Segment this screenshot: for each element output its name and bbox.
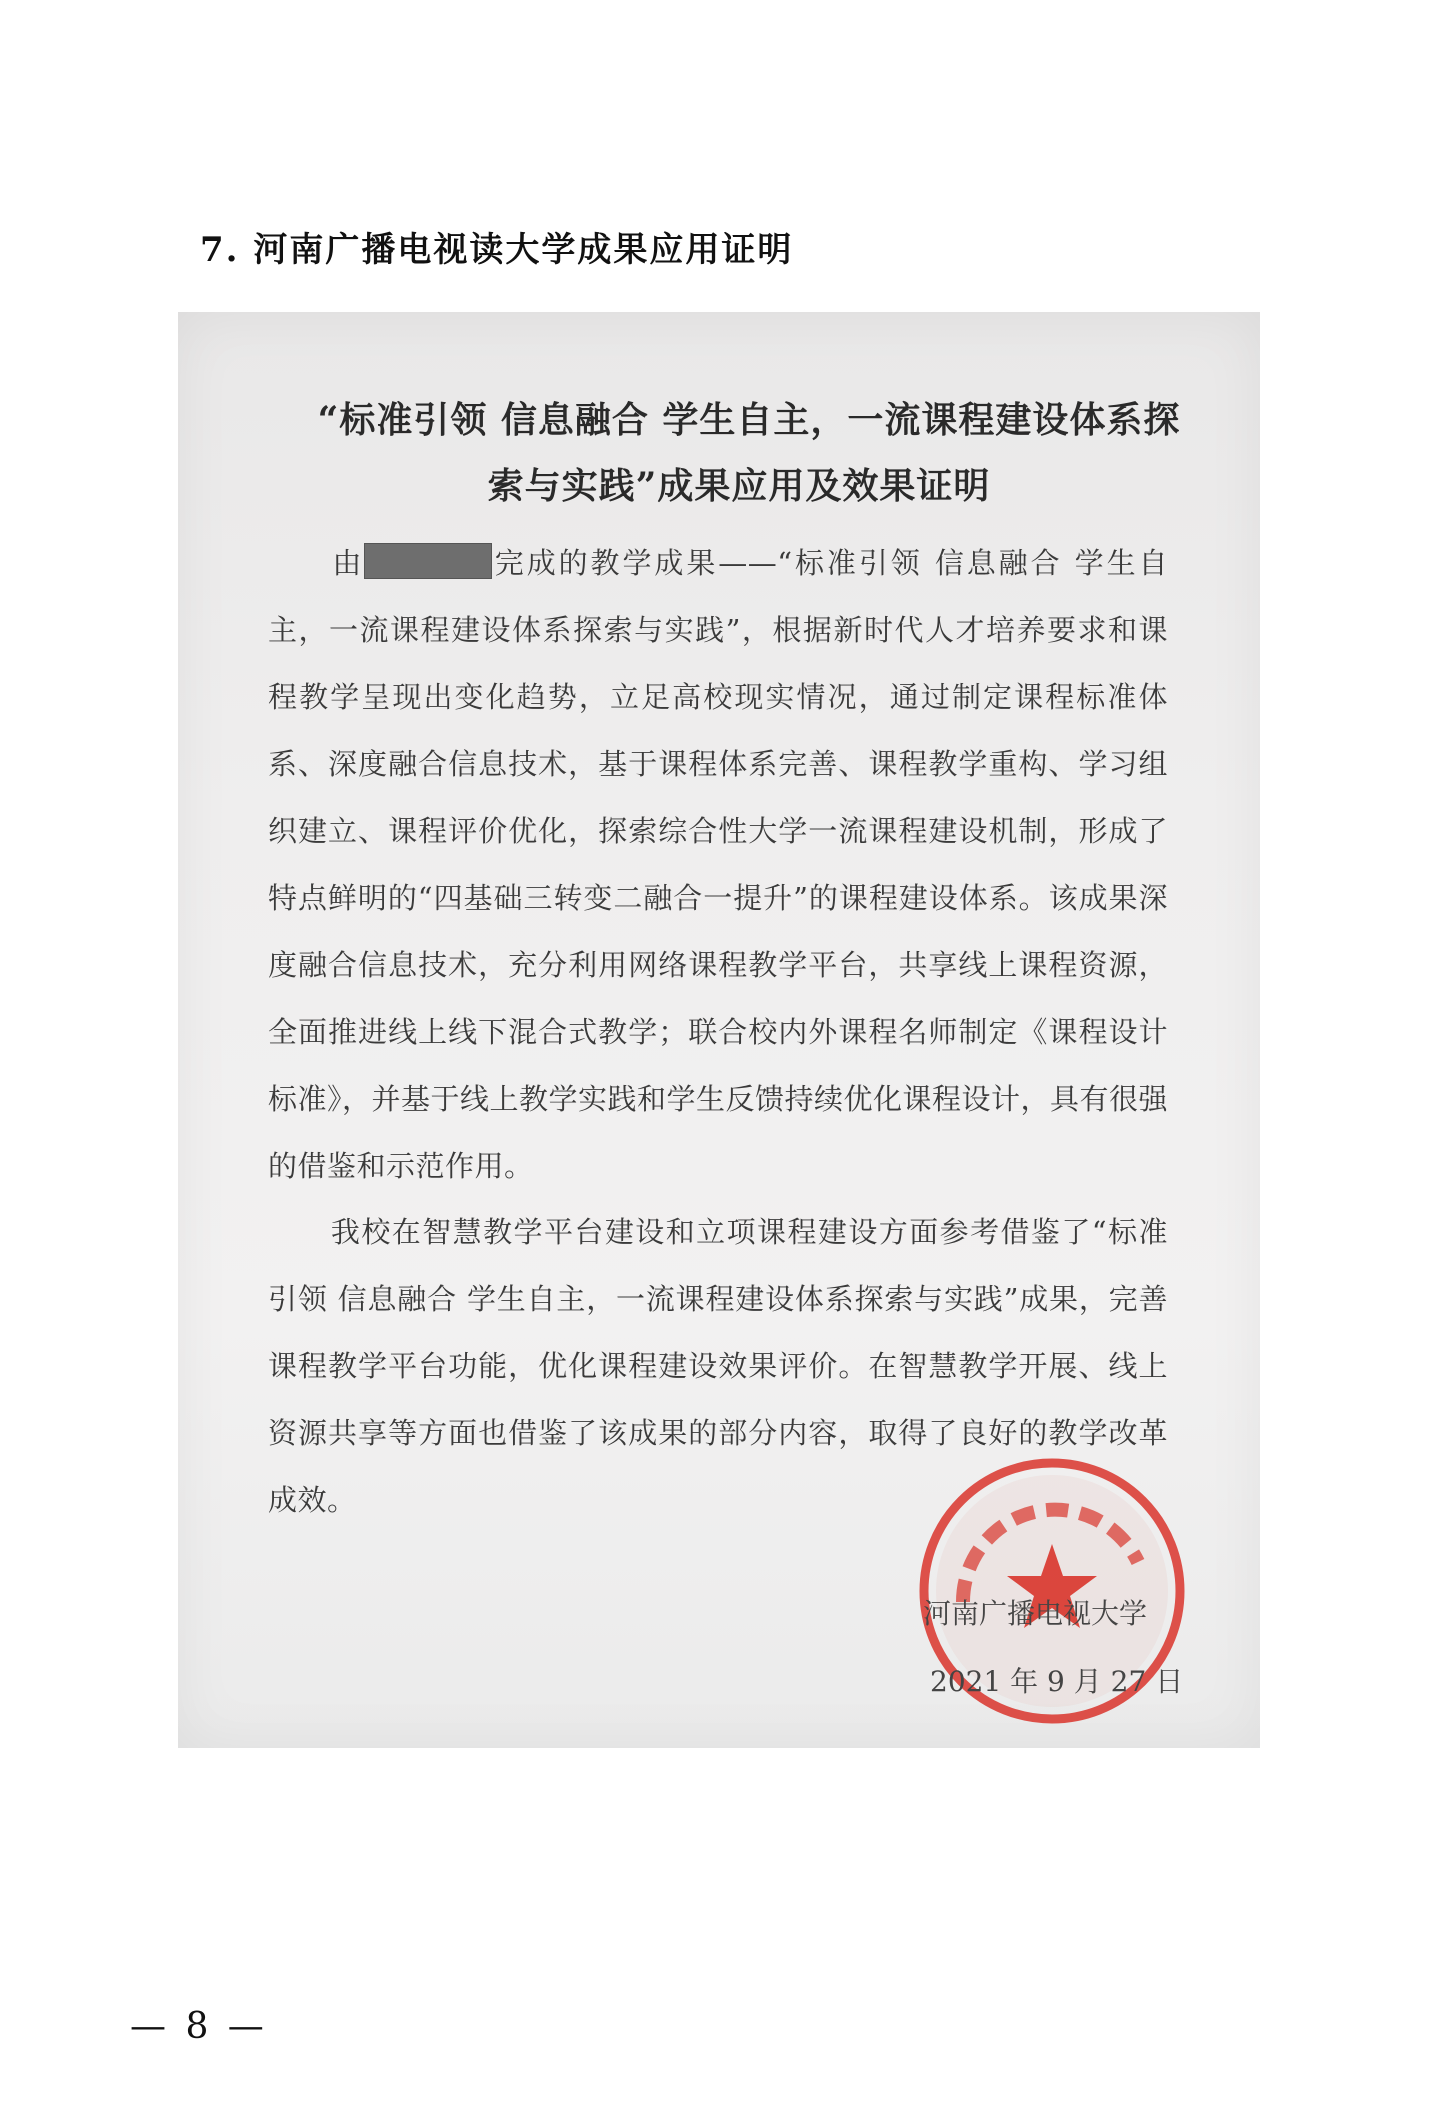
paragraph-2-text: 我校在智慧教学平台建设和立项课程建设方面参考借鉴了“标准引领 信息融合 学生自主，一流课程建设体系探索与实践”成果，完善课程教学平台功能，优化课程建设效果评价。在智慧教学开展、线上资源共享等方面也借鉴了该成果的部分内容，取得了良好的教学改革成效。: [268, 1215, 1168, 1517]
document-title-line1: “标准引领 信息融合 学生自主，一流课程建设体系探: [317, 399, 1181, 441]
paragraph-1-prefix: 由: [330, 546, 365, 580]
document-title-line2: 索与实践”成果应用及效果证明: [487, 465, 991, 507]
paragraph-1-body: 完成的教学成果——“标准引领 信息融合 学生自主，一流课程建设体系探索与实践”，根据新时代人才培养要求和课程教学呈现出变化趋势，立足高校现实情况，通过制定课程标准体系、深度融合信息技术，基于课程体系完善、课程教学重构、学习组织建立、课程评价优化，探索综合性大学一流课程建设机制，形成了特点鲜明的“四基础三转变二融合一提升”的课程建设体系。该成果深度融合信息技术，充分利用网络课程教学平台，共享线上课程资源，全面推进线上线下混合式教学；联合校内外课程名师制定《课程设计标准》，并基于线上教学实践和学生反馈持续优化课程设计，具有很强的借鉴和示范作用。: [268, 546, 1169, 1183]
section-heading: 7. 河南广播电视读大学成果应用证明: [200, 230, 794, 270]
document-photo: [178, 312, 1260, 1748]
page-number: — 8 —: [130, 2006, 268, 2047]
signature-date: 2021 年 9 月 27 日: [930, 1665, 1184, 1698]
signature-organization: 河南广播电视大学: [923, 1597, 1148, 1630]
paragraph-1: [268, 530, 1168, 1200]
redaction-block: [364, 543, 492, 579]
